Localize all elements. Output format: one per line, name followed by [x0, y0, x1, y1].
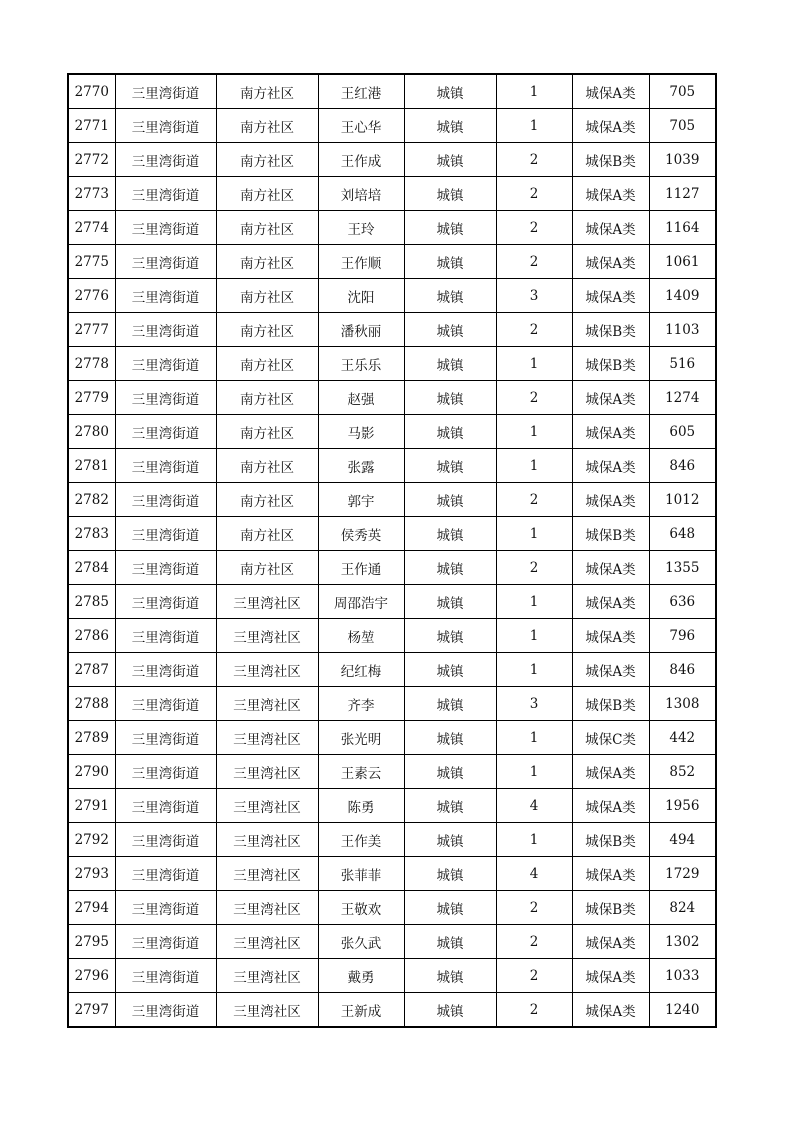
cell-household-type: 城镇 — [404, 517, 496, 551]
cell-subdistrict: 三里湾街道 — [115, 857, 216, 891]
cell-amount: 442 — [649, 721, 716, 755]
cell-amount: 846 — [649, 653, 716, 687]
cell-insurance-category: 城保A类 — [572, 245, 649, 279]
cell-insurance-category: 城保B类 — [572, 143, 649, 177]
cell-community: 南方社区 — [216, 74, 318, 109]
cell-name: 张菲菲 — [318, 857, 404, 891]
cell-household-size: 2 — [496, 891, 572, 925]
cell-community: 南方社区 — [216, 177, 318, 211]
cell-subdistrict: 三里湾街道 — [115, 891, 216, 925]
cell-insurance-category: 城保A类 — [572, 619, 649, 653]
cell-amount: 605 — [649, 415, 716, 449]
cell-serial-number: 2790 — [68, 755, 115, 789]
cell-subdistrict: 三里湾街道 — [115, 211, 216, 245]
cell-amount: 648 — [649, 517, 716, 551]
cell-name: 张久武 — [318, 925, 404, 959]
cell-name: 王红港 — [318, 74, 404, 109]
cell-insurance-category: 城保B类 — [572, 687, 649, 721]
cell-community: 三里湾社区 — [216, 891, 318, 925]
cell-subdistrict: 三里湾街道 — [115, 415, 216, 449]
table-row — [68, 585, 716, 619]
cell-name: 齐李 — [318, 687, 404, 721]
cell-household-size: 1 — [496, 74, 572, 109]
cell-name: 周邵浩宇 — [318, 585, 404, 619]
cell-serial-number: 2773 — [68, 177, 115, 211]
cell-household-type: 城镇 — [404, 551, 496, 585]
cell-household-size: 2 — [496, 483, 572, 517]
cell-household-type: 城镇 — [404, 143, 496, 177]
cell-community: 南方社区 — [216, 517, 318, 551]
cell-insurance-category: 城保A类 — [572, 449, 649, 483]
cell-community: 南方社区 — [216, 279, 318, 313]
cell-insurance-category: 城保A类 — [572, 279, 649, 313]
cell-community: 三里湾社区 — [216, 789, 318, 823]
cell-household-size: 2 — [496, 143, 572, 177]
cell-name: 王作成 — [318, 143, 404, 177]
table-row — [68, 347, 716, 381]
cell-serial-number: 2778 — [68, 347, 115, 381]
cell-insurance-category: 城保A类 — [572, 585, 649, 619]
table-row — [68, 483, 716, 517]
cell-amount: 1956 — [649, 789, 716, 823]
cell-subdistrict: 三里湾街道 — [115, 755, 216, 789]
cell-household-size: 1 — [496, 585, 572, 619]
cell-household-type: 城镇 — [404, 483, 496, 517]
cell-serial-number: 2792 — [68, 823, 115, 857]
cell-serial-number: 2794 — [68, 891, 115, 925]
cell-name: 戴勇 — [318, 959, 404, 993]
cell-community: 南方社区 — [216, 313, 318, 347]
cell-household-size: 2 — [496, 313, 572, 347]
cell-amount: 1355 — [649, 551, 716, 585]
cell-community: 三里湾社区 — [216, 585, 318, 619]
cell-subdistrict: 三里湾街道 — [115, 347, 216, 381]
cell-community: 三里湾社区 — [216, 993, 318, 1028]
cell-serial-number: 2797 — [68, 993, 115, 1028]
cell-household-type: 城镇 — [404, 925, 496, 959]
cell-community: 南方社区 — [216, 415, 318, 449]
cell-insurance-category: 城保A类 — [572, 109, 649, 143]
cell-household-type: 城镇 — [404, 585, 496, 619]
cell-serial-number: 2782 — [68, 483, 115, 517]
table-row — [68, 245, 716, 279]
cell-household-size: 3 — [496, 687, 572, 721]
cell-name: 王乐乐 — [318, 347, 404, 381]
cell-name: 侯秀英 — [318, 517, 404, 551]
cell-household-size: 1 — [496, 619, 572, 653]
cell-serial-number: 2786 — [68, 619, 115, 653]
cell-amount: 1409 — [649, 279, 716, 313]
cell-serial-number: 2775 — [68, 245, 115, 279]
cell-household-type: 城镇 — [404, 857, 496, 891]
cell-household-type: 城镇 — [404, 959, 496, 993]
cell-household-type: 城镇 — [404, 619, 496, 653]
cell-insurance-category: 城保A类 — [572, 211, 649, 245]
cell-household-size: 2 — [496, 925, 572, 959]
cell-name: 马影 — [318, 415, 404, 449]
cell-subdistrict: 三里湾街道 — [115, 517, 216, 551]
cell-household-type: 城镇 — [404, 313, 496, 347]
table-row — [68, 109, 716, 143]
cell-insurance-category: 城保A类 — [572, 925, 649, 959]
cell-subdistrict: 三里湾街道 — [115, 721, 216, 755]
cell-community: 南方社区 — [216, 551, 318, 585]
cell-name: 刘培培 — [318, 177, 404, 211]
cell-household-size: 1 — [496, 517, 572, 551]
cell-serial-number: 2771 — [68, 109, 115, 143]
table-row — [68, 959, 716, 993]
cell-household-type: 城镇 — [404, 211, 496, 245]
cell-household-size: 2 — [496, 245, 572, 279]
cell-household-size: 2 — [496, 177, 572, 211]
cell-amount: 1012 — [649, 483, 716, 517]
cell-subdistrict: 三里湾街道 — [115, 245, 216, 279]
cell-community: 南方社区 — [216, 347, 318, 381]
cell-insurance-category: 城保A类 — [572, 857, 649, 891]
table-row — [68, 381, 716, 415]
cell-serial-number: 2780 — [68, 415, 115, 449]
cell-serial-number: 2784 — [68, 551, 115, 585]
cell-name: 王新成 — [318, 993, 404, 1028]
cell-insurance-category: 城保B类 — [572, 517, 649, 551]
cell-name: 王心华 — [318, 109, 404, 143]
cell-community: 南方社区 — [216, 143, 318, 177]
cell-household-size: 2 — [496, 381, 572, 415]
cell-household-type: 城镇 — [404, 687, 496, 721]
table-row — [68, 619, 716, 653]
cell-subdistrict: 三里湾街道 — [115, 585, 216, 619]
cell-name: 纪红梅 — [318, 653, 404, 687]
cell-household-type: 城镇 — [404, 109, 496, 143]
cell-serial-number: 2791 — [68, 789, 115, 823]
table-row — [68, 721, 716, 755]
cell-household-size: 1 — [496, 415, 572, 449]
cell-subdistrict: 三里湾街道 — [115, 993, 216, 1028]
cell-household-size: 1 — [496, 449, 572, 483]
cell-serial-number: 2789 — [68, 721, 115, 755]
cell-amount: 1729 — [649, 857, 716, 891]
cell-subdistrict: 三里湾街道 — [115, 177, 216, 211]
cell-subdistrict: 三里湾街道 — [115, 381, 216, 415]
cell-community: 南方社区 — [216, 483, 318, 517]
cell-name: 郭宇 — [318, 483, 404, 517]
cell-subdistrict: 三里湾街道 — [115, 619, 216, 653]
cell-household-size: 1 — [496, 755, 572, 789]
cell-insurance-category: 城保B类 — [572, 313, 649, 347]
table-row — [68, 755, 716, 789]
cell-subdistrict: 三里湾街道 — [115, 143, 216, 177]
cell-community: 三里湾社区 — [216, 755, 318, 789]
table-row — [68, 177, 716, 211]
cell-household-size: 4 — [496, 857, 572, 891]
cell-name: 王敬欢 — [318, 891, 404, 925]
table-row — [68, 891, 716, 925]
cell-subdistrict: 三里湾街道 — [115, 449, 216, 483]
cell-amount: 796 — [649, 619, 716, 653]
cell-household-type: 城镇 — [404, 721, 496, 755]
cell-community: 三里湾社区 — [216, 925, 318, 959]
table-row — [68, 74, 716, 109]
cell-serial-number: 2777 — [68, 313, 115, 347]
cell-amount: 636 — [649, 585, 716, 619]
cell-amount: 1274 — [649, 381, 716, 415]
cell-insurance-category: 城保A类 — [572, 993, 649, 1028]
cell-amount: 516 — [649, 347, 716, 381]
cell-serial-number: 2795 — [68, 925, 115, 959]
cell-subdistrict: 三里湾街道 — [115, 823, 216, 857]
cell-insurance-category: 城保A类 — [572, 177, 649, 211]
cell-insurance-category: 城保A类 — [572, 381, 649, 415]
cell-name: 王作通 — [318, 551, 404, 585]
table-row — [68, 449, 716, 483]
cell-household-type: 城镇 — [404, 755, 496, 789]
cell-insurance-category: 城保A类 — [572, 653, 649, 687]
cell-household-type: 城镇 — [404, 177, 496, 211]
cell-amount: 1033 — [649, 959, 716, 993]
cell-amount: 1061 — [649, 245, 716, 279]
cell-serial-number: 2770 — [68, 74, 115, 109]
cell-household-type: 城镇 — [404, 74, 496, 109]
cell-household-size: 2 — [496, 959, 572, 993]
cell-amount: 852 — [649, 755, 716, 789]
cell-name: 赵强 — [318, 381, 404, 415]
cell-household-type: 城镇 — [404, 449, 496, 483]
table-row — [68, 279, 716, 313]
cell-household-size: 1 — [496, 653, 572, 687]
cell-community: 三里湾社区 — [216, 823, 318, 857]
cell-subdistrict: 三里湾街道 — [115, 74, 216, 109]
cell-household-size: 3 — [496, 279, 572, 313]
cell-household-type: 城镇 — [404, 653, 496, 687]
cell-household-size: 1 — [496, 823, 572, 857]
cell-insurance-category: 城保A类 — [572, 483, 649, 517]
table-row — [68, 857, 716, 891]
table-row — [68, 925, 716, 959]
table-body — [68, 74, 716, 1027]
cell-household-size: 2 — [496, 993, 572, 1028]
cell-serial-number: 2776 — [68, 279, 115, 313]
cell-insurance-category: 城保B类 — [572, 823, 649, 857]
cell-subdistrict: 三里湾街道 — [115, 483, 216, 517]
records-table — [67, 73, 717, 1028]
table-row — [68, 211, 716, 245]
cell-community: 三里湾社区 — [216, 721, 318, 755]
cell-household-type: 城镇 — [404, 381, 496, 415]
cell-community: 三里湾社区 — [216, 687, 318, 721]
cell-serial-number: 2796 — [68, 959, 115, 993]
cell-subdistrict: 三里湾街道 — [115, 959, 216, 993]
cell-community: 南方社区 — [216, 109, 318, 143]
table-row — [68, 789, 716, 823]
cell-serial-number: 2785 — [68, 585, 115, 619]
cell-serial-number: 2774 — [68, 211, 115, 245]
cell-community: 南方社区 — [216, 211, 318, 245]
table-row — [68, 415, 716, 449]
cell-serial-number: 2772 — [68, 143, 115, 177]
cell-serial-number: 2787 — [68, 653, 115, 687]
cell-insurance-category: 城保A类 — [572, 755, 649, 789]
cell-amount: 705 — [649, 109, 716, 143]
cell-amount: 1103 — [649, 313, 716, 347]
cell-name: 王素云 — [318, 755, 404, 789]
cell-serial-number: 2793 — [68, 857, 115, 891]
cell-household-size: 1 — [496, 721, 572, 755]
cell-subdistrict: 三里湾街道 — [115, 551, 216, 585]
table-row — [68, 517, 716, 551]
cell-name: 潘秋丽 — [318, 313, 404, 347]
cell-amount: 705 — [649, 74, 716, 109]
cell-household-size: 1 — [496, 109, 572, 143]
cell-household-type: 城镇 — [404, 993, 496, 1028]
cell-name: 王作美 — [318, 823, 404, 857]
cell-name: 陈勇 — [318, 789, 404, 823]
cell-community: 三里湾社区 — [216, 857, 318, 891]
cell-amount: 1308 — [649, 687, 716, 721]
table-row — [68, 551, 716, 585]
table-row — [68, 313, 716, 347]
cell-community: 南方社区 — [216, 449, 318, 483]
cell-household-type: 城镇 — [404, 891, 496, 925]
table-row — [68, 143, 716, 177]
cell-amount: 1127 — [649, 177, 716, 211]
cell-community: 三里湾社区 — [216, 619, 318, 653]
cell-name: 张光明 — [318, 721, 404, 755]
cell-household-type: 城镇 — [404, 279, 496, 313]
cell-household-size: 2 — [496, 211, 572, 245]
cell-household-size: 4 — [496, 789, 572, 823]
table-row — [68, 993, 716, 1028]
cell-amount: 494 — [649, 823, 716, 857]
cell-community: 南方社区 — [216, 245, 318, 279]
cell-subdistrict: 三里湾街道 — [115, 789, 216, 823]
cell-subdistrict: 三里湾街道 — [115, 925, 216, 959]
cell-insurance-category: 城保A类 — [572, 959, 649, 993]
cell-subdistrict: 三里湾街道 — [115, 653, 216, 687]
cell-household-type: 城镇 — [404, 347, 496, 381]
table-row — [68, 823, 716, 857]
cell-subdistrict: 三里湾街道 — [115, 687, 216, 721]
cell-household-size: 2 — [496, 551, 572, 585]
cell-subdistrict: 三里湾街道 — [115, 109, 216, 143]
cell-insurance-category: 城保A类 — [572, 789, 649, 823]
cell-serial-number: 2783 — [68, 517, 115, 551]
table-row — [68, 653, 716, 687]
cell-household-type: 城镇 — [404, 789, 496, 823]
cell-name: 王玲 — [318, 211, 404, 245]
cell-serial-number: 2788 — [68, 687, 115, 721]
cell-insurance-category: 城保A类 — [572, 415, 649, 449]
cell-household-type: 城镇 — [404, 245, 496, 279]
cell-household-size: 1 — [496, 347, 572, 381]
cell-name: 张露 — [318, 449, 404, 483]
cell-subdistrict: 三里湾街道 — [115, 313, 216, 347]
cell-name: 杨堃 — [318, 619, 404, 653]
cell-insurance-category: 城保A类 — [572, 74, 649, 109]
cell-amount: 1164 — [649, 211, 716, 245]
cell-household-type: 城镇 — [404, 415, 496, 449]
cell-community: 南方社区 — [216, 381, 318, 415]
cell-insurance-category: 城保B类 — [572, 347, 649, 381]
cell-amount: 824 — [649, 891, 716, 925]
cell-name: 王作顺 — [318, 245, 404, 279]
cell-amount: 1240 — [649, 993, 716, 1028]
cell-insurance-category: 城保B类 — [572, 891, 649, 925]
cell-amount: 846 — [649, 449, 716, 483]
cell-amount: 1039 — [649, 143, 716, 177]
cell-insurance-category: 城保A类 — [572, 551, 649, 585]
cell-name: 沈阳 — [318, 279, 404, 313]
cell-community: 三里湾社区 — [216, 959, 318, 993]
cell-serial-number: 2779 — [68, 381, 115, 415]
table-row — [68, 687, 716, 721]
cell-household-type: 城镇 — [404, 823, 496, 857]
cell-amount: 1302 — [649, 925, 716, 959]
cell-serial-number: 2781 — [68, 449, 115, 483]
cell-insurance-category: 城保C类 — [572, 721, 649, 755]
cell-subdistrict: 三里湾街道 — [115, 279, 216, 313]
cell-community: 三里湾社区 — [216, 653, 318, 687]
